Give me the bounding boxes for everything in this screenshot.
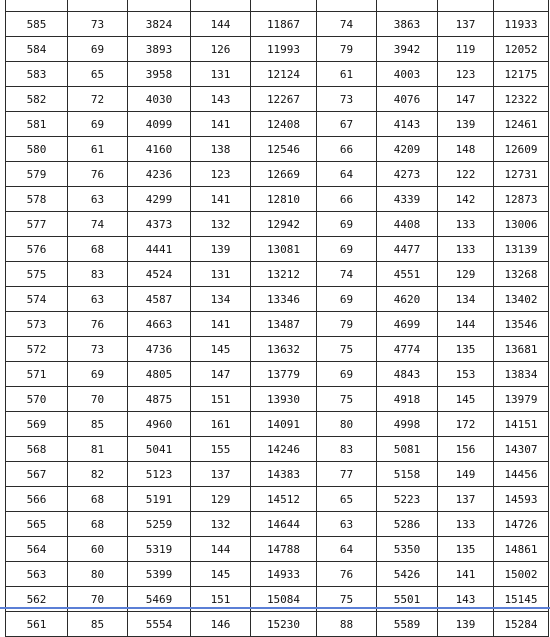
table-cell: 4805 xyxy=(128,362,191,387)
table-row xyxy=(6,437,549,462)
table-cell: 161 xyxy=(191,412,251,437)
table-cell: 4273 xyxy=(377,162,438,187)
table-cell: 13681 xyxy=(494,337,549,362)
table-cell: 151 xyxy=(191,587,251,612)
table-cell: 172 xyxy=(438,412,494,437)
table-cell: 137 xyxy=(438,487,494,512)
table-cell: 3893 xyxy=(128,37,191,62)
table-cell: 69 xyxy=(317,362,377,387)
table-cell: 581 xyxy=(6,112,68,137)
table-cell: 145 xyxy=(191,337,251,362)
table-cell: 63 xyxy=(68,187,128,212)
table-cell: 4160 xyxy=(128,137,191,162)
table-cell: 74 xyxy=(68,212,128,237)
table-cell: 4736 xyxy=(128,337,191,362)
table-cell: 75 xyxy=(317,387,377,412)
table-cell: 572 xyxy=(6,337,68,362)
table-cell: 156 xyxy=(438,437,494,462)
table-cell: 83 xyxy=(317,437,377,462)
table-cell: 69 xyxy=(317,287,377,312)
table-cell: 151 xyxy=(191,387,251,412)
table-cell: 12124 xyxy=(251,62,317,87)
table-cell: 137 xyxy=(438,12,494,37)
table-cell: 13632 xyxy=(251,337,317,362)
score-distribution-table xyxy=(5,0,549,637)
table-cell: 14861 xyxy=(494,537,549,562)
table-cell: 4076 xyxy=(377,87,438,112)
table-cell: 132 xyxy=(191,512,251,537)
table-cell: 83 xyxy=(68,262,128,287)
table-cell: 129 xyxy=(191,487,251,512)
table-cell: 13081 xyxy=(251,237,317,262)
table-cell: 13546 xyxy=(494,312,549,337)
table-cell: 3942 xyxy=(377,37,438,62)
table-cell: 66 xyxy=(317,137,377,162)
table-cell: 562 xyxy=(6,587,68,612)
table-row xyxy=(6,487,549,512)
table-cell: 123 xyxy=(438,62,494,87)
table-cell: 12810 xyxy=(251,187,317,212)
table-cell: 5081 xyxy=(377,437,438,462)
table-cell: 567 xyxy=(6,462,68,487)
table-cell: 142 xyxy=(438,187,494,212)
table-cell: 13779 xyxy=(251,362,317,387)
table-cell: 12546 xyxy=(251,137,317,162)
table-cell: 4099 xyxy=(128,112,191,137)
table-cell: 131 xyxy=(191,62,251,87)
table-cell: 4236 xyxy=(128,162,191,187)
table-cell: 4299 xyxy=(128,187,191,212)
table-cell: 4875 xyxy=(128,387,191,412)
table-cell: 123 xyxy=(191,162,251,187)
table-cell: 65 xyxy=(317,487,377,512)
table-row xyxy=(6,512,549,537)
table-cell: 147 xyxy=(191,362,251,387)
table-row xyxy=(6,137,549,162)
table-cell: 70 xyxy=(68,587,128,612)
table-cell: 4620 xyxy=(377,287,438,312)
table-cell: 67 xyxy=(317,112,377,137)
table-cell: 144 xyxy=(438,312,494,337)
table-cell: 575 xyxy=(6,262,68,287)
table-cell: 15084 xyxy=(251,587,317,612)
table-cell: 4774 xyxy=(377,337,438,362)
table-cell: 129 xyxy=(438,262,494,287)
table-row xyxy=(6,387,549,412)
table-cell: 80 xyxy=(317,412,377,437)
table-cell: 4843 xyxy=(377,362,438,387)
table-cell: 4918 xyxy=(377,387,438,412)
table-cell: 14933 xyxy=(251,562,317,587)
table-cell: 137 xyxy=(191,462,251,487)
table-cell xyxy=(68,0,128,12)
table-cell: 582 xyxy=(6,87,68,112)
table-cell: 577 xyxy=(6,212,68,237)
table-body xyxy=(6,0,549,637)
table-cell: 133 xyxy=(438,212,494,237)
table-cell: 5399 xyxy=(128,562,191,587)
table-cell: 13006 xyxy=(494,212,549,237)
table-row xyxy=(6,87,549,112)
table-cell: 61 xyxy=(68,137,128,162)
table-cell: 571 xyxy=(6,362,68,387)
table-cell: 561 xyxy=(6,612,68,637)
table-cell: 563 xyxy=(6,562,68,587)
table-cell: 69 xyxy=(68,362,128,387)
table-cell: 576 xyxy=(6,237,68,262)
table-cell: 12873 xyxy=(494,187,549,212)
table-cell: 5223 xyxy=(377,487,438,512)
table-cell: 564 xyxy=(6,537,68,562)
table-cell: 13212 xyxy=(251,262,317,287)
table-cell: 147 xyxy=(438,87,494,112)
table-cell: 580 xyxy=(6,137,68,162)
table-cell: 5158 xyxy=(377,462,438,487)
table-cell: 85 xyxy=(68,412,128,437)
table-cell: 141 xyxy=(191,312,251,337)
table-cell: 134 xyxy=(438,287,494,312)
table-cell: 13346 xyxy=(251,287,317,312)
table-cell: 77 xyxy=(317,462,377,487)
table-cell: 12461 xyxy=(494,112,549,137)
table-row xyxy=(6,162,549,187)
table-cell: 13487 xyxy=(251,312,317,337)
table-cell: 69 xyxy=(317,237,377,262)
table-cell: 11867 xyxy=(251,12,317,37)
table-cell: 82 xyxy=(68,462,128,487)
table-cell: 119 xyxy=(438,37,494,62)
table-row xyxy=(6,312,549,337)
table-cell: 139 xyxy=(191,237,251,262)
table-cell: 5469 xyxy=(128,587,191,612)
table-cell: 13268 xyxy=(494,262,549,287)
table-cell: 73 xyxy=(68,337,128,362)
table-cell: 578 xyxy=(6,187,68,212)
table-cell: 81 xyxy=(68,437,128,462)
table-cell: 141 xyxy=(191,112,251,137)
table-cell: 74 xyxy=(317,12,377,37)
table-cell: 4003 xyxy=(377,62,438,87)
table-cell: 15145 xyxy=(494,587,549,612)
table-cell: 80 xyxy=(68,562,128,587)
table-row xyxy=(6,262,549,287)
table-cell: 63 xyxy=(317,512,377,537)
table-cell: 122 xyxy=(438,162,494,187)
table-cell: 4339 xyxy=(377,187,438,212)
table-cell: 14593 xyxy=(494,487,549,512)
table-cell: 88 xyxy=(317,612,377,637)
table-cell: 14246 xyxy=(251,437,317,462)
table-cell: 12669 xyxy=(251,162,317,187)
table-cell: 70 xyxy=(68,387,128,412)
table-cell: 133 xyxy=(438,237,494,262)
table-row xyxy=(6,62,549,87)
table-cell: 5426 xyxy=(377,562,438,587)
table-cell: 76 xyxy=(68,312,128,337)
table-cell: 145 xyxy=(438,387,494,412)
table-cell: 75 xyxy=(317,337,377,362)
table-row xyxy=(6,287,549,312)
table-cell: 4030 xyxy=(128,87,191,112)
table-cell: 73 xyxy=(68,12,128,37)
table-cell: 61 xyxy=(317,62,377,87)
table-cell: 15284 xyxy=(494,612,549,637)
table-cell xyxy=(191,0,251,12)
table-cell: 12408 xyxy=(251,112,317,137)
table-cell: 141 xyxy=(191,187,251,212)
table-cell: 569 xyxy=(6,412,68,437)
table-cell: 138 xyxy=(191,137,251,162)
table-cell: 63 xyxy=(68,287,128,312)
table-cell: 14383 xyxy=(251,462,317,487)
table-cell: 13834 xyxy=(494,362,549,387)
table-cell xyxy=(251,0,317,12)
table-cell: 4209 xyxy=(377,137,438,162)
table-cell: 133 xyxy=(438,512,494,537)
table-cell: 5554 xyxy=(128,612,191,637)
table-cell: 4998 xyxy=(377,412,438,437)
table-row xyxy=(6,562,549,587)
table-row xyxy=(6,212,549,237)
table-cell: 4524 xyxy=(128,262,191,287)
table-row xyxy=(6,412,549,437)
table-cell: 4477 xyxy=(377,237,438,262)
table-cell: 574 xyxy=(6,287,68,312)
table-cell: 145 xyxy=(191,562,251,587)
table-cell: 155 xyxy=(191,437,251,462)
table-cell xyxy=(128,0,191,12)
table-cell: 14456 xyxy=(494,462,549,487)
table-cell: 76 xyxy=(68,162,128,187)
table-cell: 5191 xyxy=(128,487,191,512)
table-cell: 69 xyxy=(68,112,128,137)
table-cell: 135 xyxy=(438,337,494,362)
table-cell: 79 xyxy=(317,37,377,62)
table-cell: 60 xyxy=(68,537,128,562)
table-cell: 143 xyxy=(438,587,494,612)
table-cell: 14726 xyxy=(494,512,549,537)
table-cell: 64 xyxy=(317,162,377,187)
table-cell: 14788 xyxy=(251,537,317,562)
table-cell: 14151 xyxy=(494,412,549,437)
table-cell: 15230 xyxy=(251,612,317,637)
table-cell: 64 xyxy=(317,537,377,562)
table-cell: 579 xyxy=(6,162,68,187)
table-cell: 13930 xyxy=(251,387,317,412)
table-cell: 3824 xyxy=(128,12,191,37)
table-cell: 4960 xyxy=(128,412,191,437)
table-cell: 4143 xyxy=(377,112,438,137)
table-cell: 3958 xyxy=(128,62,191,87)
table-cell: 68 xyxy=(68,237,128,262)
table-cell: 12609 xyxy=(494,137,549,162)
table-cell: 4551 xyxy=(377,262,438,287)
table-cell: 79 xyxy=(317,312,377,337)
table-cell: 11933 xyxy=(494,12,549,37)
table-cell: 5319 xyxy=(128,537,191,562)
table-cell: 76 xyxy=(317,562,377,587)
table-cell: 131 xyxy=(191,262,251,287)
table-cell: 565 xyxy=(6,512,68,537)
table-cell: 12267 xyxy=(251,87,317,112)
table-row xyxy=(6,462,549,487)
table-cell: 12175 xyxy=(494,62,549,87)
table-cell: 144 xyxy=(191,12,251,37)
table-cell: 126 xyxy=(191,37,251,62)
table-cell: 146 xyxy=(191,612,251,637)
table-cell: 566 xyxy=(6,487,68,512)
table-cell: 69 xyxy=(68,37,128,62)
table-cell: 15002 xyxy=(494,562,549,587)
table-cell: 573 xyxy=(6,312,68,337)
table-cell: 73 xyxy=(317,87,377,112)
table-cell xyxy=(6,0,68,12)
table-cell: 12322 xyxy=(494,87,549,112)
table-cell: 4373 xyxy=(128,212,191,237)
table-cell: 4663 xyxy=(128,312,191,337)
table-cell: 69 xyxy=(317,212,377,237)
table-cell: 66 xyxy=(317,187,377,212)
table-cell: 153 xyxy=(438,362,494,387)
table-cell: 5123 xyxy=(128,462,191,487)
table-cell: 4699 xyxy=(377,312,438,337)
table-cell: 139 xyxy=(438,112,494,137)
table-cell: 13402 xyxy=(494,287,549,312)
table-cell: 135 xyxy=(438,537,494,562)
table-cell: 570 xyxy=(6,387,68,412)
table-cell: 14091 xyxy=(251,412,317,437)
table-cell: 14307 xyxy=(494,437,549,462)
table-cell: 5589 xyxy=(377,612,438,637)
table-cell: 14512 xyxy=(251,487,317,512)
table-cell: 139 xyxy=(438,612,494,637)
table-cell: 11993 xyxy=(251,37,317,62)
table-cell: 13979 xyxy=(494,387,549,412)
table-cell: 144 xyxy=(191,537,251,562)
table-row xyxy=(6,612,549,637)
table-cell: 13139 xyxy=(494,237,549,262)
table-cell: 3863 xyxy=(377,12,438,37)
table-cell: 72 xyxy=(68,87,128,112)
table-cell xyxy=(438,0,494,12)
table-cell: 5259 xyxy=(128,512,191,537)
table-row xyxy=(6,187,549,212)
table-row xyxy=(6,112,549,137)
table-row xyxy=(6,337,549,362)
table-cell xyxy=(494,0,549,12)
table-row-partial xyxy=(6,0,549,12)
table-cell: 5501 xyxy=(377,587,438,612)
table-cell: 65 xyxy=(68,62,128,87)
table-cell xyxy=(377,0,438,12)
table-cell: 585 xyxy=(6,12,68,37)
table-cell: 14644 xyxy=(251,512,317,537)
table-cell: 5041 xyxy=(128,437,191,462)
table-cell: 5286 xyxy=(377,512,438,537)
table-cell: 143 xyxy=(191,87,251,112)
table-cell: 148 xyxy=(438,137,494,162)
table-cell: 568 xyxy=(6,437,68,462)
table-row xyxy=(6,37,549,62)
table-row xyxy=(6,12,549,37)
table-cell: 5350 xyxy=(377,537,438,562)
table-cell: 584 xyxy=(6,37,68,62)
table-cell: 134 xyxy=(191,287,251,312)
table-cell: 85 xyxy=(68,612,128,637)
table-cell xyxy=(317,0,377,12)
table-cell: 12731 xyxy=(494,162,549,187)
table-cell: 68 xyxy=(68,512,128,537)
table-cell: 132 xyxy=(191,212,251,237)
table-row xyxy=(6,362,549,387)
table-cell: 12052 xyxy=(494,37,549,62)
table-row xyxy=(6,237,549,262)
table-cell: 68 xyxy=(68,487,128,512)
table-cell: 4587 xyxy=(128,287,191,312)
table-cell: 4441 xyxy=(128,237,191,262)
table-cell: 149 xyxy=(438,462,494,487)
table-row xyxy=(6,537,549,562)
table-cell: 4408 xyxy=(377,212,438,237)
table-cell: 583 xyxy=(6,62,68,87)
table-cell: 12942 xyxy=(251,212,317,237)
table-cell: 74 xyxy=(317,262,377,287)
table-cell: 141 xyxy=(438,562,494,587)
table-cell: 75 xyxy=(317,587,377,612)
